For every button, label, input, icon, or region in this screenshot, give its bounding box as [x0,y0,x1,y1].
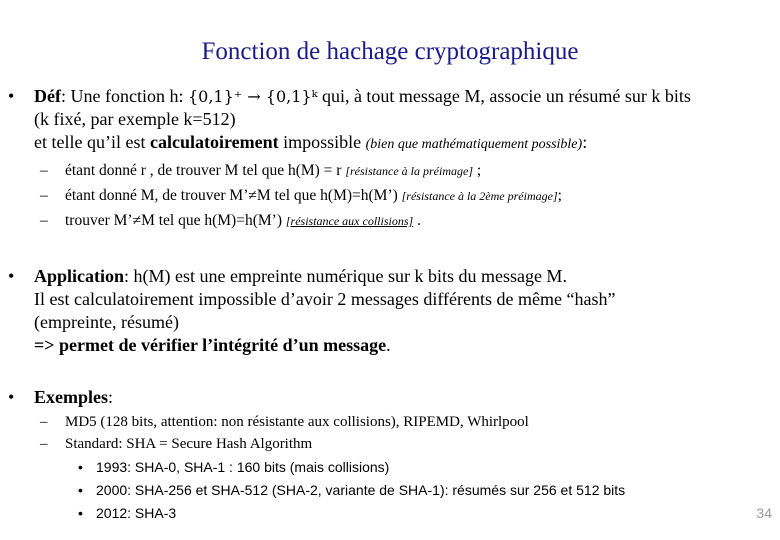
sha-item-2012: • 2012: SHA-3 [78,505,177,521]
def-line1-b: qui, à tout message M, associe un résumé sur k bits [317,86,691,106]
app-line1: : h(M) est une empreinte numérique sur k bits du message M. [124,266,567,286]
ex-label: Exemples [34,387,108,407]
def-label: Déf [34,86,61,106]
sha-item-2000: • 2000: SHA-256 et SHA-512 (SHA-2, variante de SHA-1): résumés sur 256 et 512 bits [78,482,626,498]
app-label: Application [34,266,125,286]
def-line2: (k fixé, par exemple k=512) [34,109,236,129]
sha-item-1993: • 1993: SHA-0, SHA-1 : 160 bits (mais collisions) [78,459,390,475]
app-line4: => permet de vérifier l’intégrité d’un message [34,335,387,355]
app-line2: Il est calculatoirement impossible d’avoir 2 messages différents de même “hash” [34,289,616,309]
bullet-dot: • [8,387,15,407]
bullet-dot: • [8,86,15,106]
def-line3-note: (bien que mathématiquement possible) [365,137,583,152]
def-line3-b: impossible [278,132,366,152]
def-item-second-preimage: – étant donné M, de trouver M’≠M tel que h(M)=h(M’) [résistance à la 2ème préimage]; [40,187,562,204]
def-formula: {0,1}⁺ → {0,1}ᵏ [187,87,318,106]
def-line1-a: : Une fonction h: [60,86,188,106]
page-title: Fonction de hachage cryptographique [201,38,579,65]
def-line3-c: : [582,132,588,152]
example-item-sha: – Standard: SHA = Secure Hash Algorithm [40,436,313,452]
example-item-md5: – MD5 (128 bits, attention: non résistante aux collisions), RIPEMD, Whirlpool [40,414,529,430]
app-line3: (empreinte, résumé) [34,312,179,332]
page-number: 34 [756,505,772,521]
def-line3-a: et telle qu’il est [34,132,150,152]
def-line3-bold: calculatoirement [149,132,279,152]
def-item-collisions: – trouver M’≠M tel que h(M)=h(M’) [résistance aux collisions] . [40,212,421,229]
def-item-preimage: – étant donné r , de trouver M tel que h(M) = r [résistance à la préimage] ; [40,162,482,179]
bullet-dot: • [8,266,15,286]
